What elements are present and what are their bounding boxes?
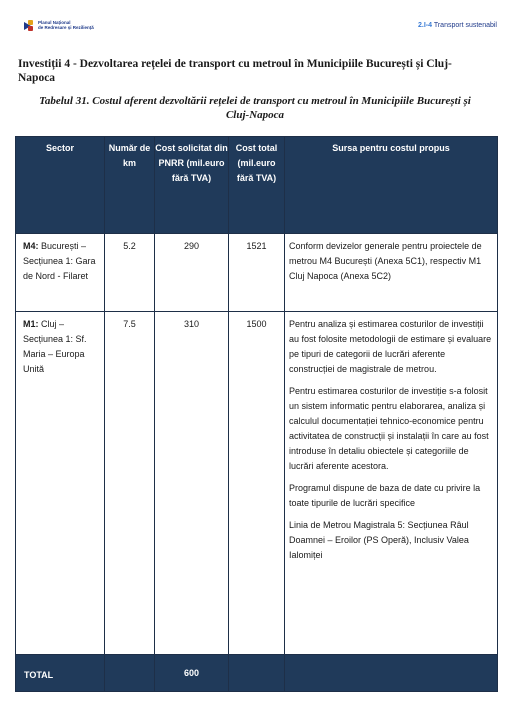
col-header-sector: Sector [16, 137, 105, 234]
cell-km: 7.5 [105, 312, 155, 655]
source-paragraph: Linia de Metrou Magistrala 5: Secțiunea Râul Doamnei – Eroilor (PS Operă), Inclusiv Valea Ialomiței [289, 520, 469, 560]
col-header-source: Sursa pentru costul propus [285, 137, 498, 234]
col-header-km: Număr de km [105, 137, 155, 234]
cell-cost-pnrr: 310 [155, 312, 229, 655]
cell-cost-pnrr: 290 [155, 234, 229, 312]
total-source [285, 655, 498, 692]
cost-table [15, 136, 498, 692]
col-header-cost-total: Cost total (mil.euro fără TVA) [229, 137, 285, 234]
source-paragraph: Pentru analiza și estimarea costurilor de investiții au fost folosite metodologii de estimare și evaluare pe tipuri de categorii de lucrări aferente construcției de magistrale de metrou. [289, 319, 492, 374]
total-label: TOTAL [16, 655, 105, 692]
col-header-cost-pnrr: Cost solicitat din PNRR (mil.euro fără TVA) [155, 137, 229, 234]
pnrr-logo [24, 20, 94, 31]
total-row [16, 655, 498, 692]
total-km [105, 655, 155, 692]
investment-heading: Investiții 4 - Dezvoltarea rețelei de transport cu metroul în Municipiile București și Cluj-Napoca [18, 58, 452, 84]
source-paragraph: Programul dispune de baza de date cu privire la toate tipurile de lucrări specifice [289, 483, 481, 508]
cell-km: 5.2 [105, 234, 155, 312]
section-header [418, 22, 497, 29]
table-header-row [16, 137, 498, 234]
table-caption: Tabelul 31. Costul aferent dezvoltării rețelei de transport cu metroul în Municipiile București și Cluj-Napoca [39, 95, 471, 121]
cell-source [285, 312, 498, 655]
source-paragraph: Conform devizelor generale pentru proiectele de metrou M4 București (Anexa 5C1), respectiv M1 Cluj Napoca (Anexa 5C2) [289, 241, 482, 281]
table-row [16, 234, 498, 312]
cell-sector: M1: Cluj – Secțiunea 1: Sf. Maria – Europa Unită [16, 312, 105, 655]
table-row [16, 312, 498, 655]
logo-text: Planul Național de Redresare și Reziliență [38, 20, 94, 30]
pnrr-logo-icon [24, 20, 35, 31]
total-cost-pnrr: 600 [155, 655, 229, 692]
section-code: 2.I-4 [417, 22, 432, 29]
source-paragraph: Pentru estimarea costurilor de investiție s-a folosit un sistem informatic pentru elaborarea, analiza și calculul documentației tehnico-economice pentru activitatea de construcții și instalații în care au fost introduse în detaliu obiectele și categoriile de lucrări aferente acestora. [289, 386, 489, 471]
section-label: Transport sustenabil [433, 22, 497, 29]
total-cost-total [229, 655, 285, 692]
cell-sector: M4: București – Secțiunea 1: Gara de Nord - Filaret [16, 234, 105, 312]
cell-cost-total: 1500 [229, 312, 285, 655]
cell-source [285, 234, 498, 312]
cell-cost-total: 1521 [229, 234, 285, 312]
